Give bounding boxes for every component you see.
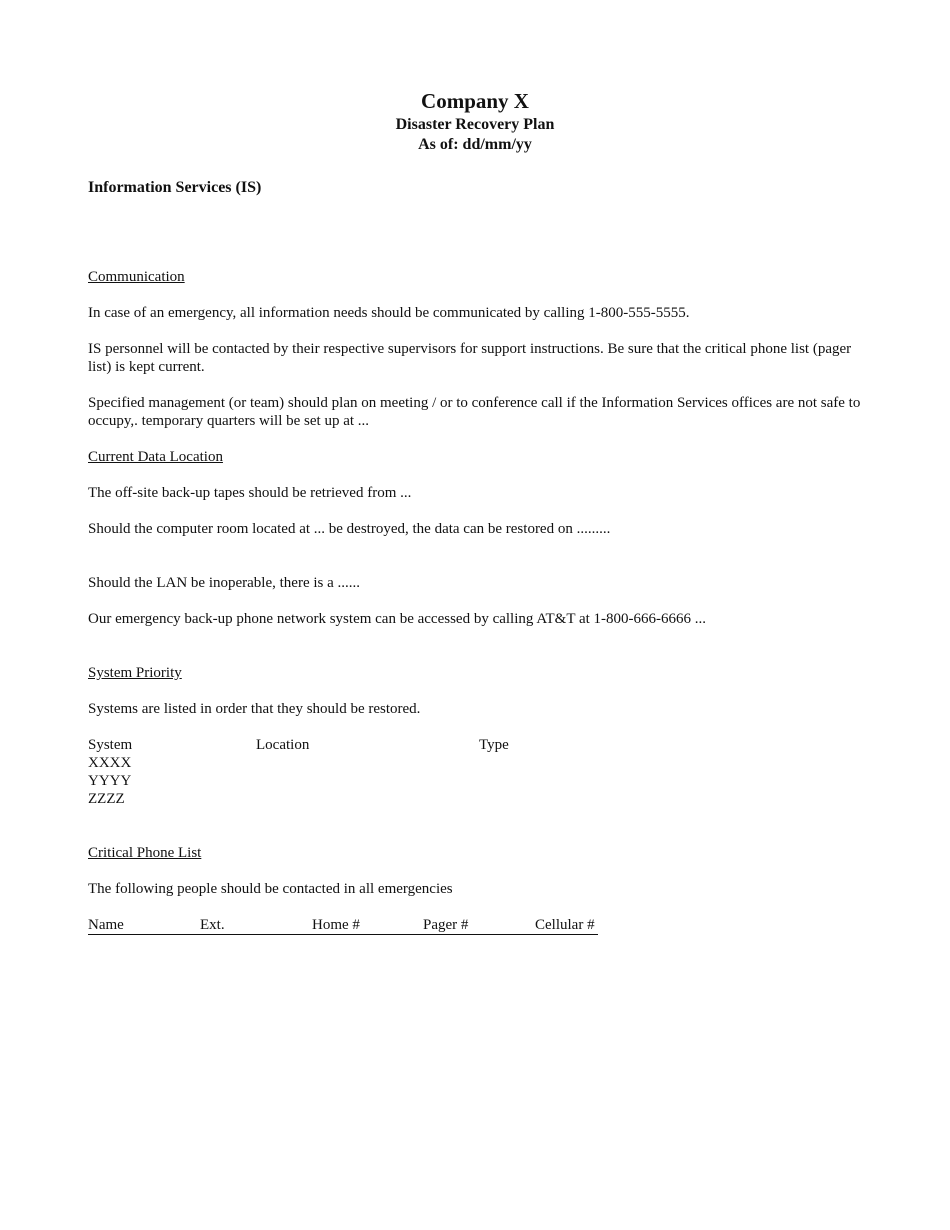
column-header-home: Home # (312, 917, 360, 933)
table-header-row (88, 736, 868, 754)
as-of-date: As of: dd/mm/yy (418, 136, 532, 153)
column-header-cellular: Cellular # (535, 917, 595, 933)
document-body (88, 178, 868, 935)
system-cell: YYYY (88, 773, 132, 789)
system-cell: XXXX (88, 755, 132, 771)
column-header-system: System (88, 737, 133, 753)
current-data-paragraph: Should the computer room located at ... be destroyed, the data can be restored on ......... (88, 521, 611, 537)
system-priority-intro: Systems are listed in order that they should be restored. (88, 701, 421, 717)
communication-paragraph: In case of an emergency, all information needs should be communicated by calling 1-800-555-5555. (88, 305, 690, 321)
current-data-heading: Current Data Location (88, 449, 223, 465)
critical-phone-intro: The following people should be contacted in all emergencies (88, 881, 453, 897)
department-heading: Information Services (IS) (88, 179, 262, 196)
communication-paragraph: IS personnel will be contacted by their respective supervisors for support instructions. Be sure that the critical phone list (pager list) is kept current. (88, 341, 852, 375)
table-row (88, 790, 868, 808)
table-row (88, 772, 868, 790)
communication-heading: Communication (88, 269, 185, 285)
phone-list-header (88, 916, 598, 935)
column-header-type: Type (479, 737, 509, 753)
critical-phone-heading: Critical Phone List (88, 845, 202, 861)
current-data-paragraph: Our emergency back-up phone network system can be accessed by calling AT&T at 1-800-666-6666 ... (88, 611, 707, 627)
system-cell: ZZZZ (88, 791, 125, 807)
column-header-name: Name (88, 917, 124, 933)
column-header-pager: Pager # (423, 917, 469, 933)
table-row (88, 754, 868, 772)
current-data-paragraph: Should the LAN be inoperable, there is a ...... (88, 575, 361, 591)
plan-title: Disaster Recovery Plan (395, 116, 555, 133)
company-title: Company X (421, 89, 529, 113)
communication-paragraph: Specified management (or team) should plan on meeting / or to conference call if the Information Services offices are not safe to occupy,. temporary quarters will be set up at ... (88, 395, 861, 429)
column-header-ext: Ext. (200, 917, 225, 933)
current-data-paragraph: The off-site back-up tapes should be retrieved from ... (88, 485, 412, 501)
column-header-location: Location (256, 737, 310, 753)
system-priority-table (88, 736, 868, 808)
system-priority-heading: System Priority (88, 665, 182, 681)
